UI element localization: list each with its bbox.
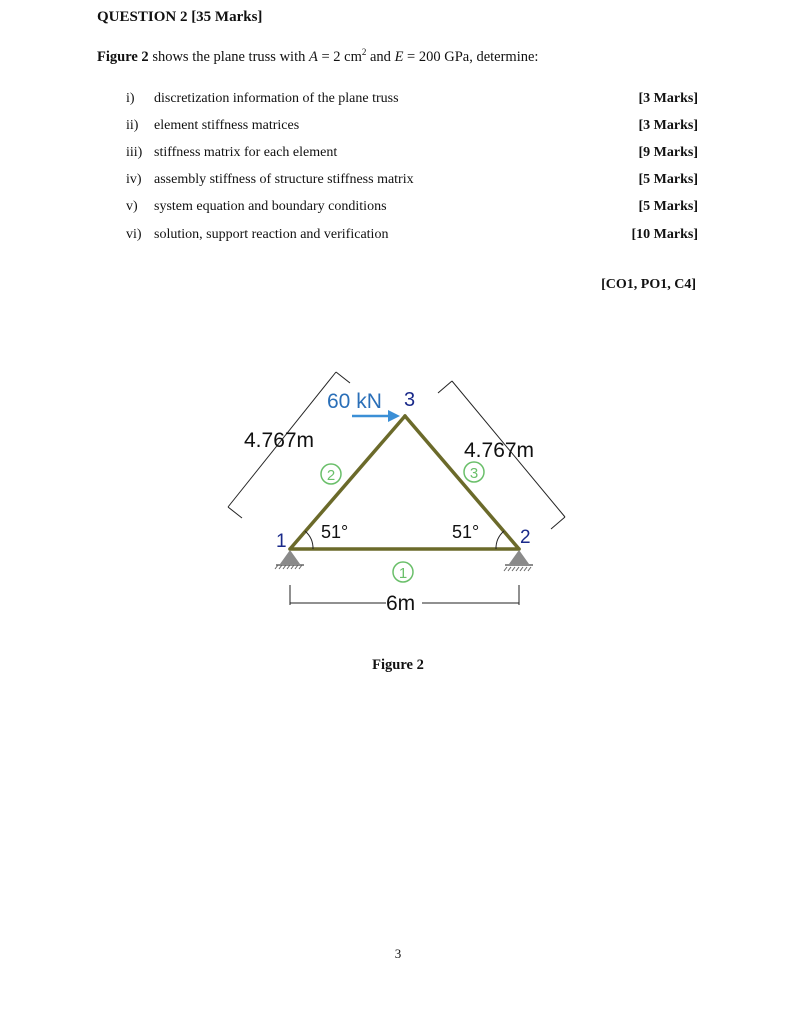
pin-support-node-1 — [280, 550, 300, 564]
angle-left-label: 51° — [321, 522, 349, 542]
intro-figure-ref: Figure 2 — [97, 48, 149, 65]
load-arrow-head — [388, 410, 400, 422]
length-bottom-label: 6m — [386, 592, 416, 615]
task-marks: [10 Marks] — [631, 226, 698, 242]
length-left-label: 4.767m — [244, 429, 315, 452]
support-hatch-2 — [504, 567, 531, 571]
dimension-tick — [438, 381, 452, 393]
dimension-tick — [336, 372, 350, 383]
dimension-tick — [551, 517, 565, 529]
task-marks: [9 Marks] — [638, 144, 698, 160]
angle-arc-right — [496, 531, 504, 549]
course-outcomes: [CO1, PO1, C4] — [601, 277, 696, 292]
dimension-tick — [228, 507, 242, 518]
task-number: i) — [126, 90, 135, 106]
task-number: iii) — [126, 144, 143, 160]
roller-support-node-2 — [509, 550, 529, 564]
intro-text: shows the plane truss with — [148, 48, 309, 65]
node-1-label: 1 — [276, 531, 287, 552]
task-text: assembly stiffness of structure stiffness matrix — [154, 172, 414, 188]
task-marks: [5 Marks] — [638, 199, 698, 215]
angle-arc-left — [305, 531, 313, 549]
intro-e-value: = 200 GPa, determine: — [403, 48, 539, 65]
intro-a-value: = 2 cm — [317, 48, 362, 65]
page-number: 3 — [394, 946, 402, 961]
element-3-label: 3 — [469, 465, 479, 482]
task-text: element stiffness matrices — [154, 117, 300, 133]
task-text: stiffness matrix for each element — [154, 144, 338, 160]
element-1-label: 1 — [398, 565, 408, 582]
intro-superscript: 2 — [361, 47, 367, 57]
task-marks: [5 Marks] — [638, 172, 698, 188]
task-marks: [3 Marks] — [638, 90, 698, 106]
load-label: 60 kN — [327, 390, 382, 413]
node-2-label: 2 — [520, 527, 531, 548]
intro-var-a: A — [308, 48, 318, 65]
task-marks: [3 Marks] — [638, 117, 698, 133]
task-number: v) — [126, 199, 138, 215]
intro-and: and — [366, 48, 395, 65]
angle-right-label: 51° — [452, 522, 480, 542]
task-number: iv) — [126, 172, 142, 188]
task-number: ii) — [126, 117, 139, 133]
question-title: QUESTION 2 [35 Marks] — [97, 9, 263, 25]
node-3-label: 3 — [404, 389, 416, 411]
task-number: vi) — [126, 226, 142, 242]
task-text: system equation and boundary conditions — [154, 199, 387, 215]
length-right-label: 4.767m — [464, 439, 535, 462]
intro-var-e: E — [394, 48, 404, 65]
task-text: solution, support reaction and verification — [154, 226, 389, 242]
task-text: discretization information of the plane truss — [154, 90, 399, 106]
figure-caption: Figure 2 — [372, 657, 424, 673]
element-2-label: 2 — [326, 467, 336, 484]
